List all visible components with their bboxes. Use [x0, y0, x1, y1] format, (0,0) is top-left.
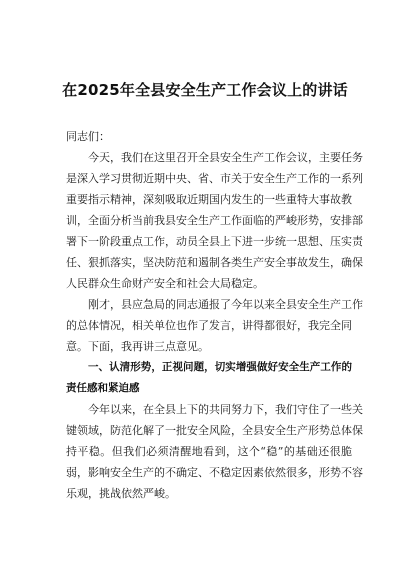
- paragraph-line: 持平稳。但我们必须清醒地看到，这个“稳”的基础还很脆: [66, 445, 352, 458]
- paragraph-line: 训，全面分析当前我县安全生产工作面临的严峻形势，安排部: [66, 214, 363, 227]
- section-heading: [66, 357, 352, 399]
- paragraph-line: 今年以来，在全县上下的共同努力下，我们守住了一些关: [88, 403, 363, 416]
- body-paragraph: [66, 399, 363, 504]
- document-body: [66, 126, 363, 504]
- heading-line: 责任感和紧迫感: [66, 382, 140, 394]
- paragraph-line: 的总体情况，相关单位也作了发言，讲得都很好，我完全同: [66, 319, 352, 332]
- paragraph-line: 今天，我们在这里召开全县安全生产工作会议，主要任务: [88, 151, 363, 164]
- body-paragraph: [66, 147, 363, 294]
- paragraph-line: 重要指示精神，深刻吸取近期国内发生的一些重特大事故教: [66, 193, 352, 206]
- paragraph-line: 键领域，防范化解了一批安全风险，全县安全生产形势总体保: [66, 424, 363, 437]
- paragraph-line: 是深入学习贯彻近期中央、省、市关于安全生产工作的一系列: [66, 172, 363, 185]
- paragraph-list: [66, 147, 363, 504]
- body-paragraph: [66, 294, 363, 357]
- paragraph-line: 署下一阶段重点工作，动员全县上下进一步统一思想、压实责: [66, 235, 363, 248]
- document-title: 在2025年全县安全生产工作会议上的讲话: [62, 81, 348, 99]
- paragraph-line: 刚才，县应急局的同志通报了今年以来全县安全生产工作: [88, 298, 363, 311]
- paragraph-line: 弱，影响安全生产的不确定、不稳定因素依然很多，形势不容: [66, 466, 363, 479]
- paragraph-line: 人民群众生命财产安全和社会大局稳定。: [66, 277, 264, 290]
- heading-line: 一、认清形势，正视问题，切实增强做好安全生产工作的: [88, 361, 352, 373]
- salutation: 同志们：: [66, 130, 110, 143]
- paragraph-line: 乐观，挑战依然严峻。: [66, 487, 176, 500]
- paragraph-line: 任、狠抓落实，坚决防范和遏制各类生产安全事故发生，确保: [66, 256, 363, 269]
- paragraph-line: 意。下面，我再讲三点意见。: [66, 340, 209, 353]
